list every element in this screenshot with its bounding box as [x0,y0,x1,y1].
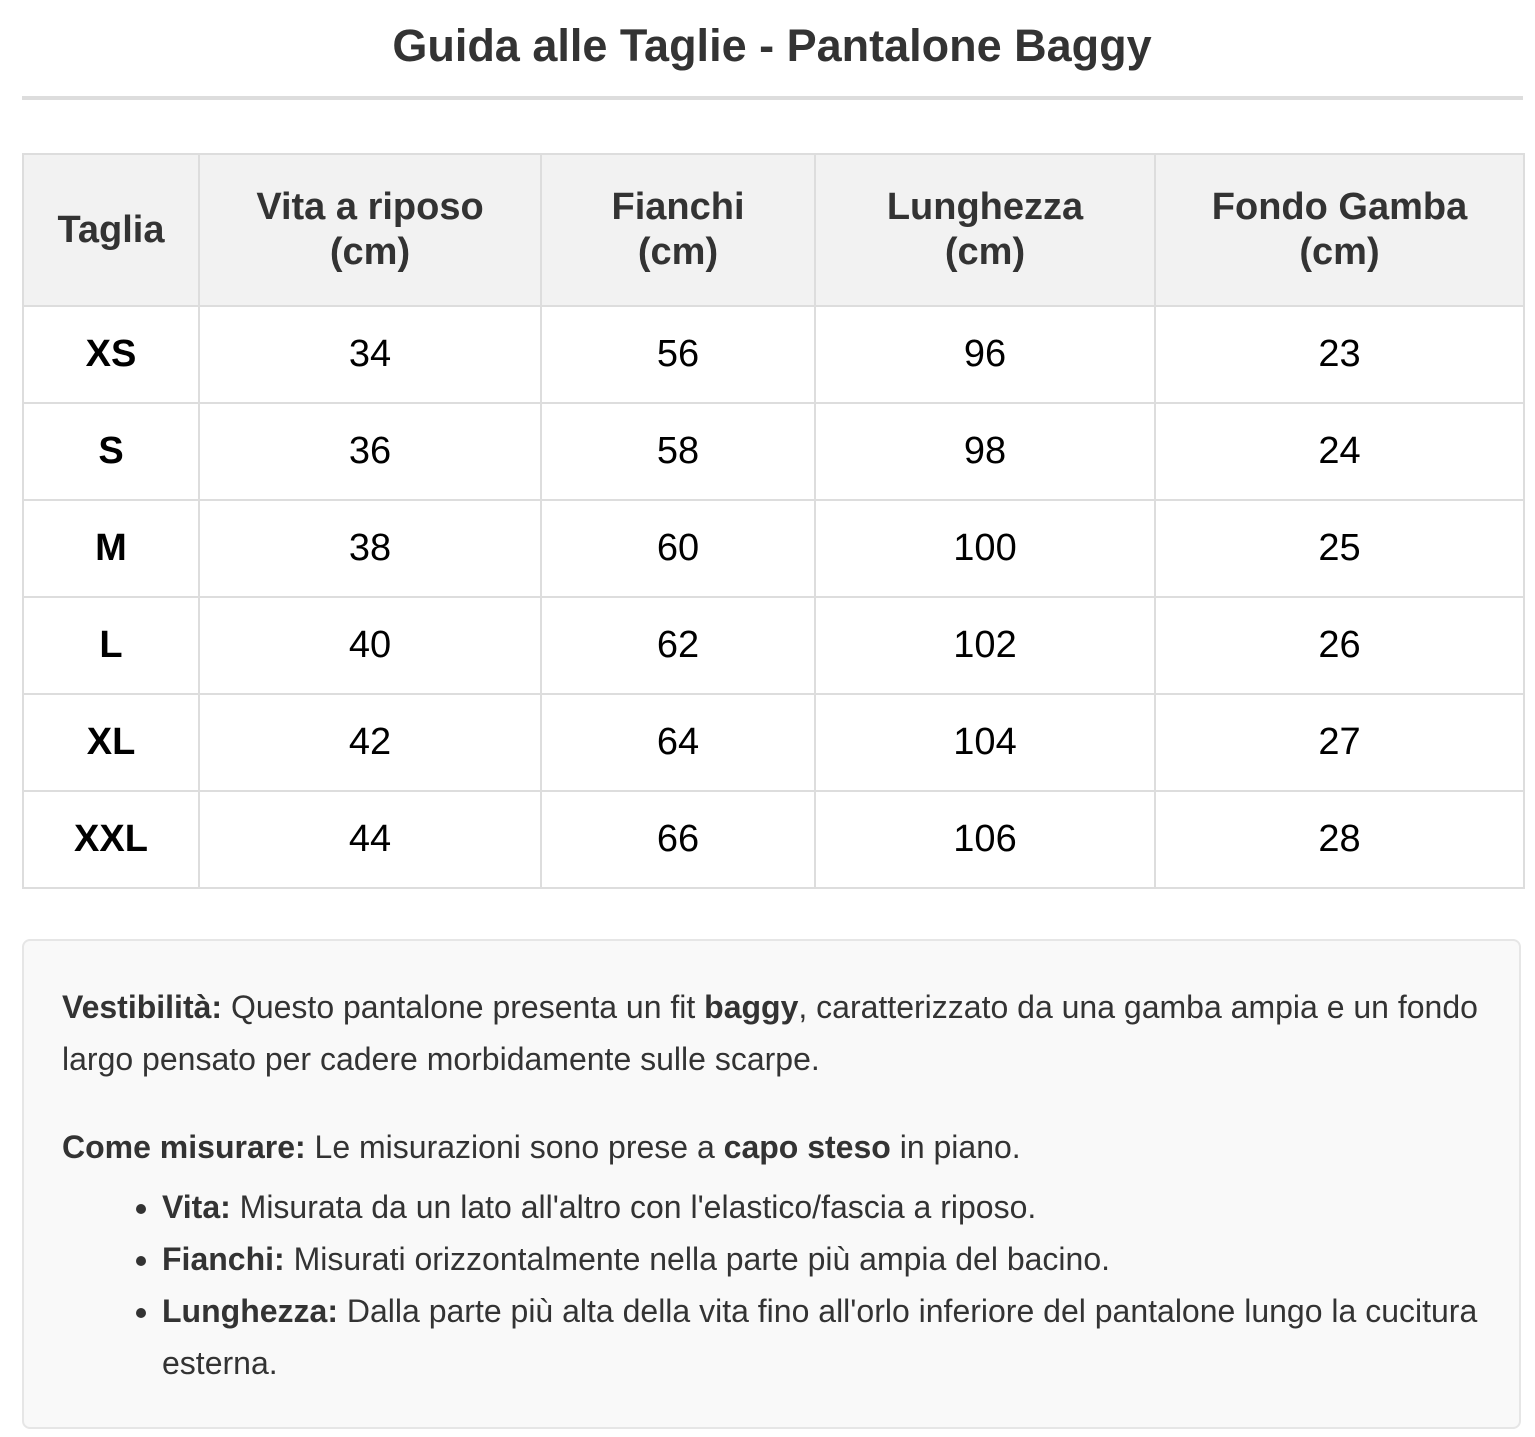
length-cell: 104 [815,694,1155,791]
length-cell: 102 [815,597,1155,694]
waist-cell: 40 [199,597,541,694]
hips-cell: 64 [541,694,815,791]
header-leg-opening [1155,154,1524,306]
list-item [162,1233,1481,1285]
measure-list [62,1181,1481,1389]
fit-text-after: , caratterizzato da una gamba ampia e un fondo largo pensato per cadere morbidamente sulle scarpe. [62,989,1478,1077]
leg-opening-cell: 27 [1155,694,1524,791]
table-row [23,403,1524,500]
header-label: Fianchi [611,186,745,228]
header-label: Fondo Gamba [1211,186,1468,228]
measure-highlight: capo steso [723,1129,891,1165]
list-item-label: Vita: [162,1189,231,1225]
length-cell: 96 [815,306,1155,403]
hips-cell: 60 [541,500,815,597]
length-cell: 98 [815,403,1155,500]
list-item-label: Fianchi: [162,1241,285,1277]
header-unit: (cm) [1299,231,1380,273]
leg-opening-cell: 24 [1155,403,1524,500]
header-unit: (cm) [944,231,1026,273]
waist-cell: 44 [199,791,541,888]
fit-paragraph [62,981,1481,1085]
leg-opening-cell: 23 [1155,306,1524,403]
hips-cell: 62 [541,597,815,694]
size-table [22,153,1525,889]
list-item-label: Lunghezza: [162,1293,338,1329]
size-cell: XXL [23,791,199,888]
header-waist [199,154,541,306]
leg-opening-cell: 25 [1155,500,1524,597]
waist-cell: 42 [199,694,541,791]
fit-label: Vestibilità: [62,989,223,1025]
header-unit: (cm) [329,231,411,273]
list-item-text: Misurati orizzontalmente nella parte più ampia del bacino. [284,1241,1110,1277]
fit-highlight: baggy [704,989,799,1025]
leg-opening-cell: 28 [1155,791,1524,888]
header-hips [541,154,815,306]
list-item-text: Dalla parte più alta della vita fino all'orlo inferiore del pantalone lungo la cucitura esterna. [162,1293,1478,1381]
length-cell: 106 [815,791,1155,888]
list-item-text: Misurata da un lato all'altro con l'elastico/fascia a riposo. [230,1189,1037,1225]
header-label: Taglia [57,208,165,251]
size-cell: M [23,500,199,597]
size-cell: XL [23,694,199,791]
hips-cell: 56 [541,306,815,403]
table-row [23,306,1524,403]
page-title: Guida alle Taglie - Pantalone Baggy [392,20,1152,71]
size-cell: S [23,403,199,500]
title-divider [22,96,1523,100]
measure-text-before: Le misurazioni sono prese a [305,1129,724,1165]
list-item [162,1285,1481,1389]
waist-cell: 38 [199,500,541,597]
hips-cell: 66 [541,791,815,888]
header-label: Vita a riposo [256,186,484,228]
size-cell: L [23,597,199,694]
length-cell: 100 [815,500,1155,597]
table-row [23,500,1524,597]
measure-text-after: in piano. [890,1129,1021,1165]
table-row [23,694,1524,791]
leg-opening-cell: 26 [1155,597,1524,694]
waist-cell: 36 [199,403,541,500]
header-length [815,154,1155,306]
list-item [162,1181,1481,1233]
header-unit: (cm) [637,231,719,273]
measure-label: Come misurare: [62,1129,306,1165]
header-size [23,154,199,306]
table-header-row [23,154,1524,306]
table-row [23,791,1524,888]
size-cell: XS [23,306,199,403]
fit-text-before: Questo pantalone presenta un fit [222,989,705,1025]
header-label: Lunghezza [886,186,1084,228]
table-row [23,597,1524,694]
waist-cell: 34 [199,306,541,403]
measure-paragraph [62,1121,1481,1173]
fit-info-box [22,939,1521,1429]
hips-cell: 58 [541,403,815,500]
